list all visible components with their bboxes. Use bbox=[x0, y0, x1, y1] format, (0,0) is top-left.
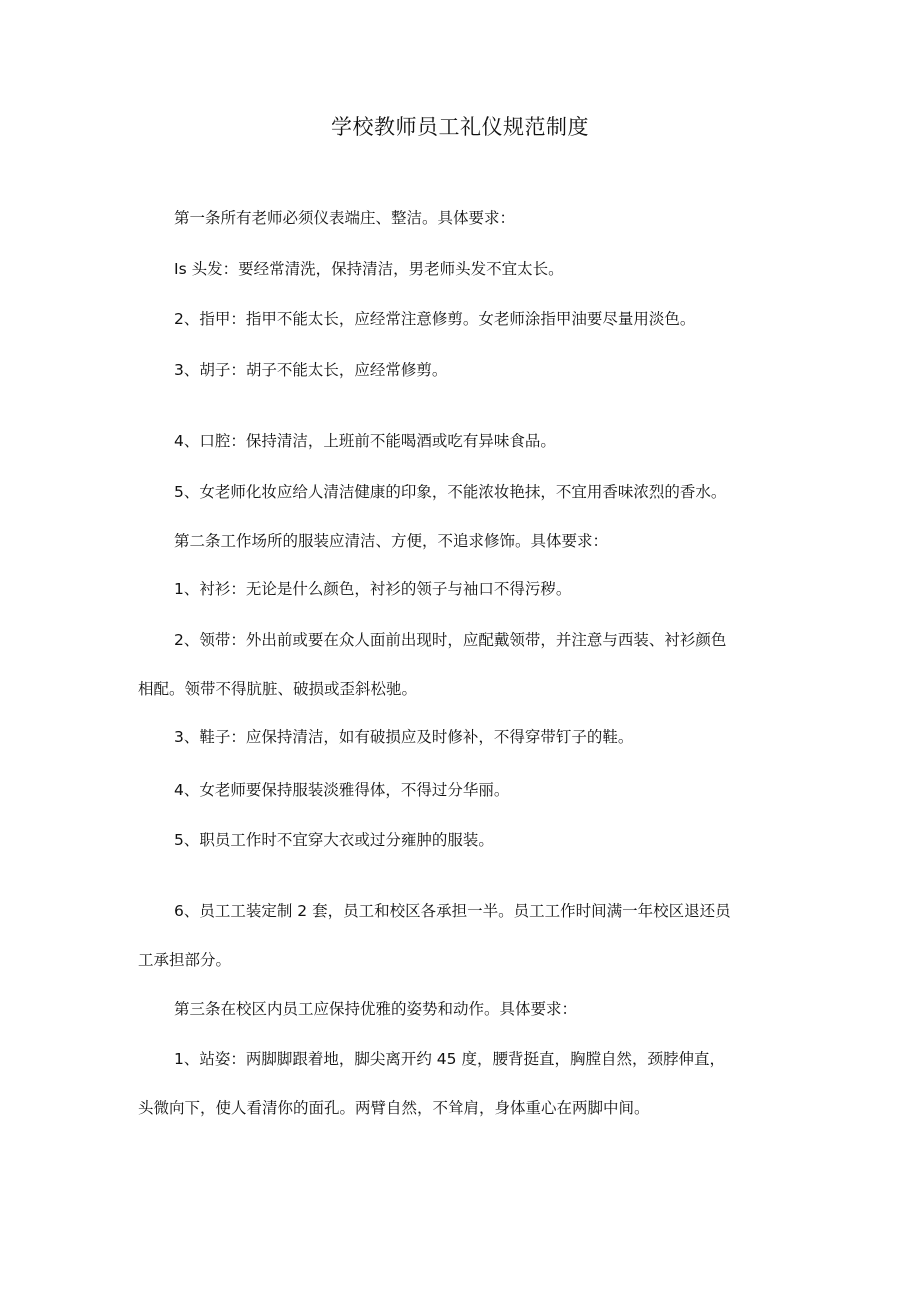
article-3-heading: 第三条在校区内员工应保持优雅的姿势和动作。具体要求： bbox=[174, 1000, 578, 1018]
article-2-item-5: 5、职员工作时不宜穿大衣或过分雍肿的服装。 bbox=[174, 831, 494, 849]
article-1-heading: 第一条所有老师必须仪表端庄、整洁。具体要求： bbox=[174, 209, 516, 227]
article-2-item-4: 4、女老师要保持服装淡雅得体，不得过分华丽。 bbox=[174, 781, 510, 799]
article-3-item-1: 1、站姿：两脚脚跟着地，脚尖离开约 45 度，腰背挺直，胸膛自然，颈脖伸直， bbox=[174, 1050, 725, 1068]
article-2-item-3: 3、鞋子：应保持清洁，如有破损应及时修补，不得穿带钉子的鞋。 bbox=[174, 728, 634, 746]
article-3-item-1-continued: 头微向下，使人看清你的面孔。两臂自然，不耸肩，身体重心在两脚中间。 bbox=[138, 1099, 650, 1117]
article-2-item-1: 1、衬衫：无论是什么颜色，衬衫的领子与袖口不得污秽。 bbox=[174, 580, 572, 598]
article-1-item-2: 2、指甲：指甲不能太长，应经常注意修剪。女老师涂指甲油要尽量用淡色。 bbox=[174, 310, 696, 328]
article-1-item-5: 5、女老师化妆应给人清洁健康的印象，不能浓妆艳抹，不宜用香味浓烈的香水。 bbox=[174, 483, 727, 501]
article-2-item-2-continued: 相配。领带不得肮脏、破损或歪斜松驰。 bbox=[138, 680, 418, 698]
article-1-item-1: Is 头发：要经常清洗，保持清洁，男老师头发不宜太长。 bbox=[174, 260, 564, 278]
article-2-heading: 第二条工作场所的服装应清洁、方便，不追求修饰。具体要求： bbox=[174, 532, 609, 550]
article-2-item-2: 2、领带：外出前或要在众人面前出现时，应配戴领带，并注意与西装、衬衫颜色 bbox=[174, 631, 727, 649]
article-2-item-6-continued: 工承担部分。 bbox=[138, 951, 232, 969]
article-2-item-6: 6、员工工装定制 2 套，员工和校区各承担一半。员工工作时间满一年校区退还员 bbox=[174, 902, 731, 920]
document-title: 学校教师员工礼仪规范制度 bbox=[331, 115, 589, 139]
article-1-item-3: 3、胡子：胡子不能太长，应经常修剪。 bbox=[174, 361, 448, 379]
article-1-item-4: 4、口腔：保持清洁，上班前不能喝酒或吃有异味食品。 bbox=[174, 432, 556, 450]
